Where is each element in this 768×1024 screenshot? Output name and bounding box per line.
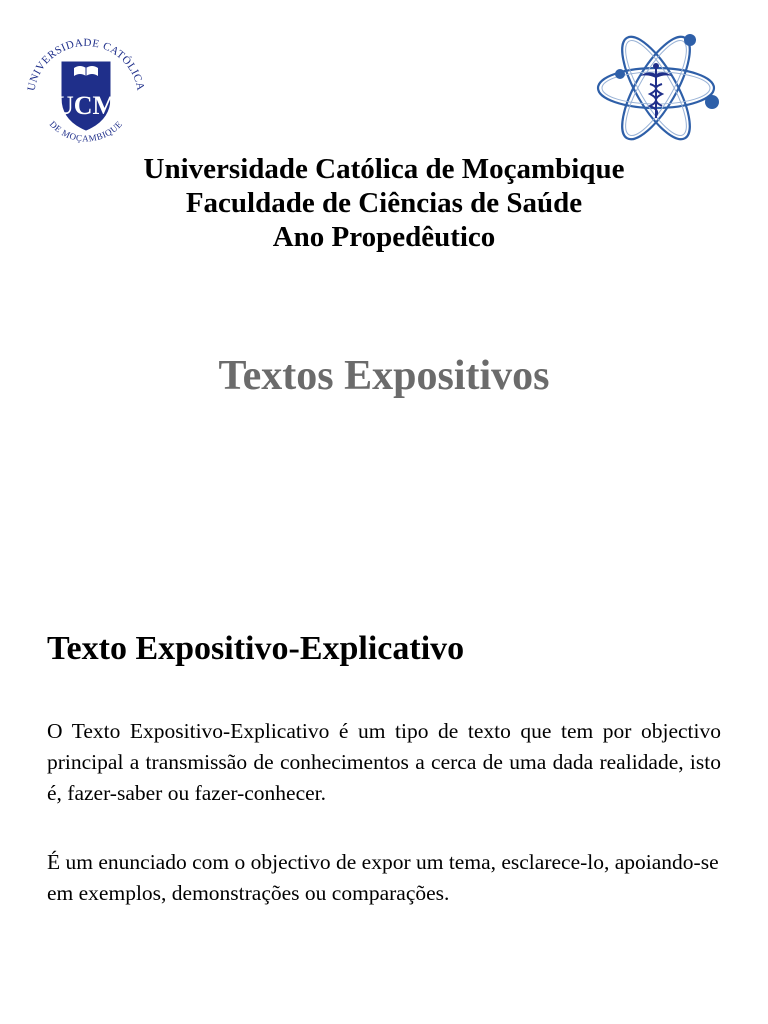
university-seal-logo bbox=[20, 28, 152, 152]
faculty-name: Faculdade de Ciências de Saúde bbox=[185, 187, 583, 219]
university-seal-icon bbox=[20, 28, 152, 152]
faculty-emblem-logo bbox=[594, 30, 726, 142]
institution-header bbox=[0, 152, 768, 254]
section-paragraph-2: É um enunciado com o objectivo de expor um tema, esclarece-lo, apoiando-se em exemplos, demonstrações ou comparações. bbox=[47, 850, 719, 905]
seal-text-top: UNIVERSIDADE CATÓLICA bbox=[25, 36, 147, 92]
academic-year: Ano Propedêutico bbox=[272, 221, 496, 253]
atom-caduceus-icon bbox=[594, 30, 726, 142]
university-name: Universidade Católica de Moçambique bbox=[143, 153, 625, 185]
document-title: Textos Expositivos bbox=[218, 353, 550, 399]
section-paragraph-1: O Texto Expositivo-Explicativo é um tipo de texto que tem por objectivo principal a transmissão de conhecimentos a cerca de uma dada realidade, isto é, fazer-saber ou fazer-conhecer. bbox=[47, 719, 721, 805]
seal-text-bottom: DE MOÇAMBIQUE bbox=[47, 118, 125, 144]
seal-monogram: UCM bbox=[54, 91, 118, 120]
section-heading: Texto Expositivo-Explicativo bbox=[47, 630, 465, 667]
